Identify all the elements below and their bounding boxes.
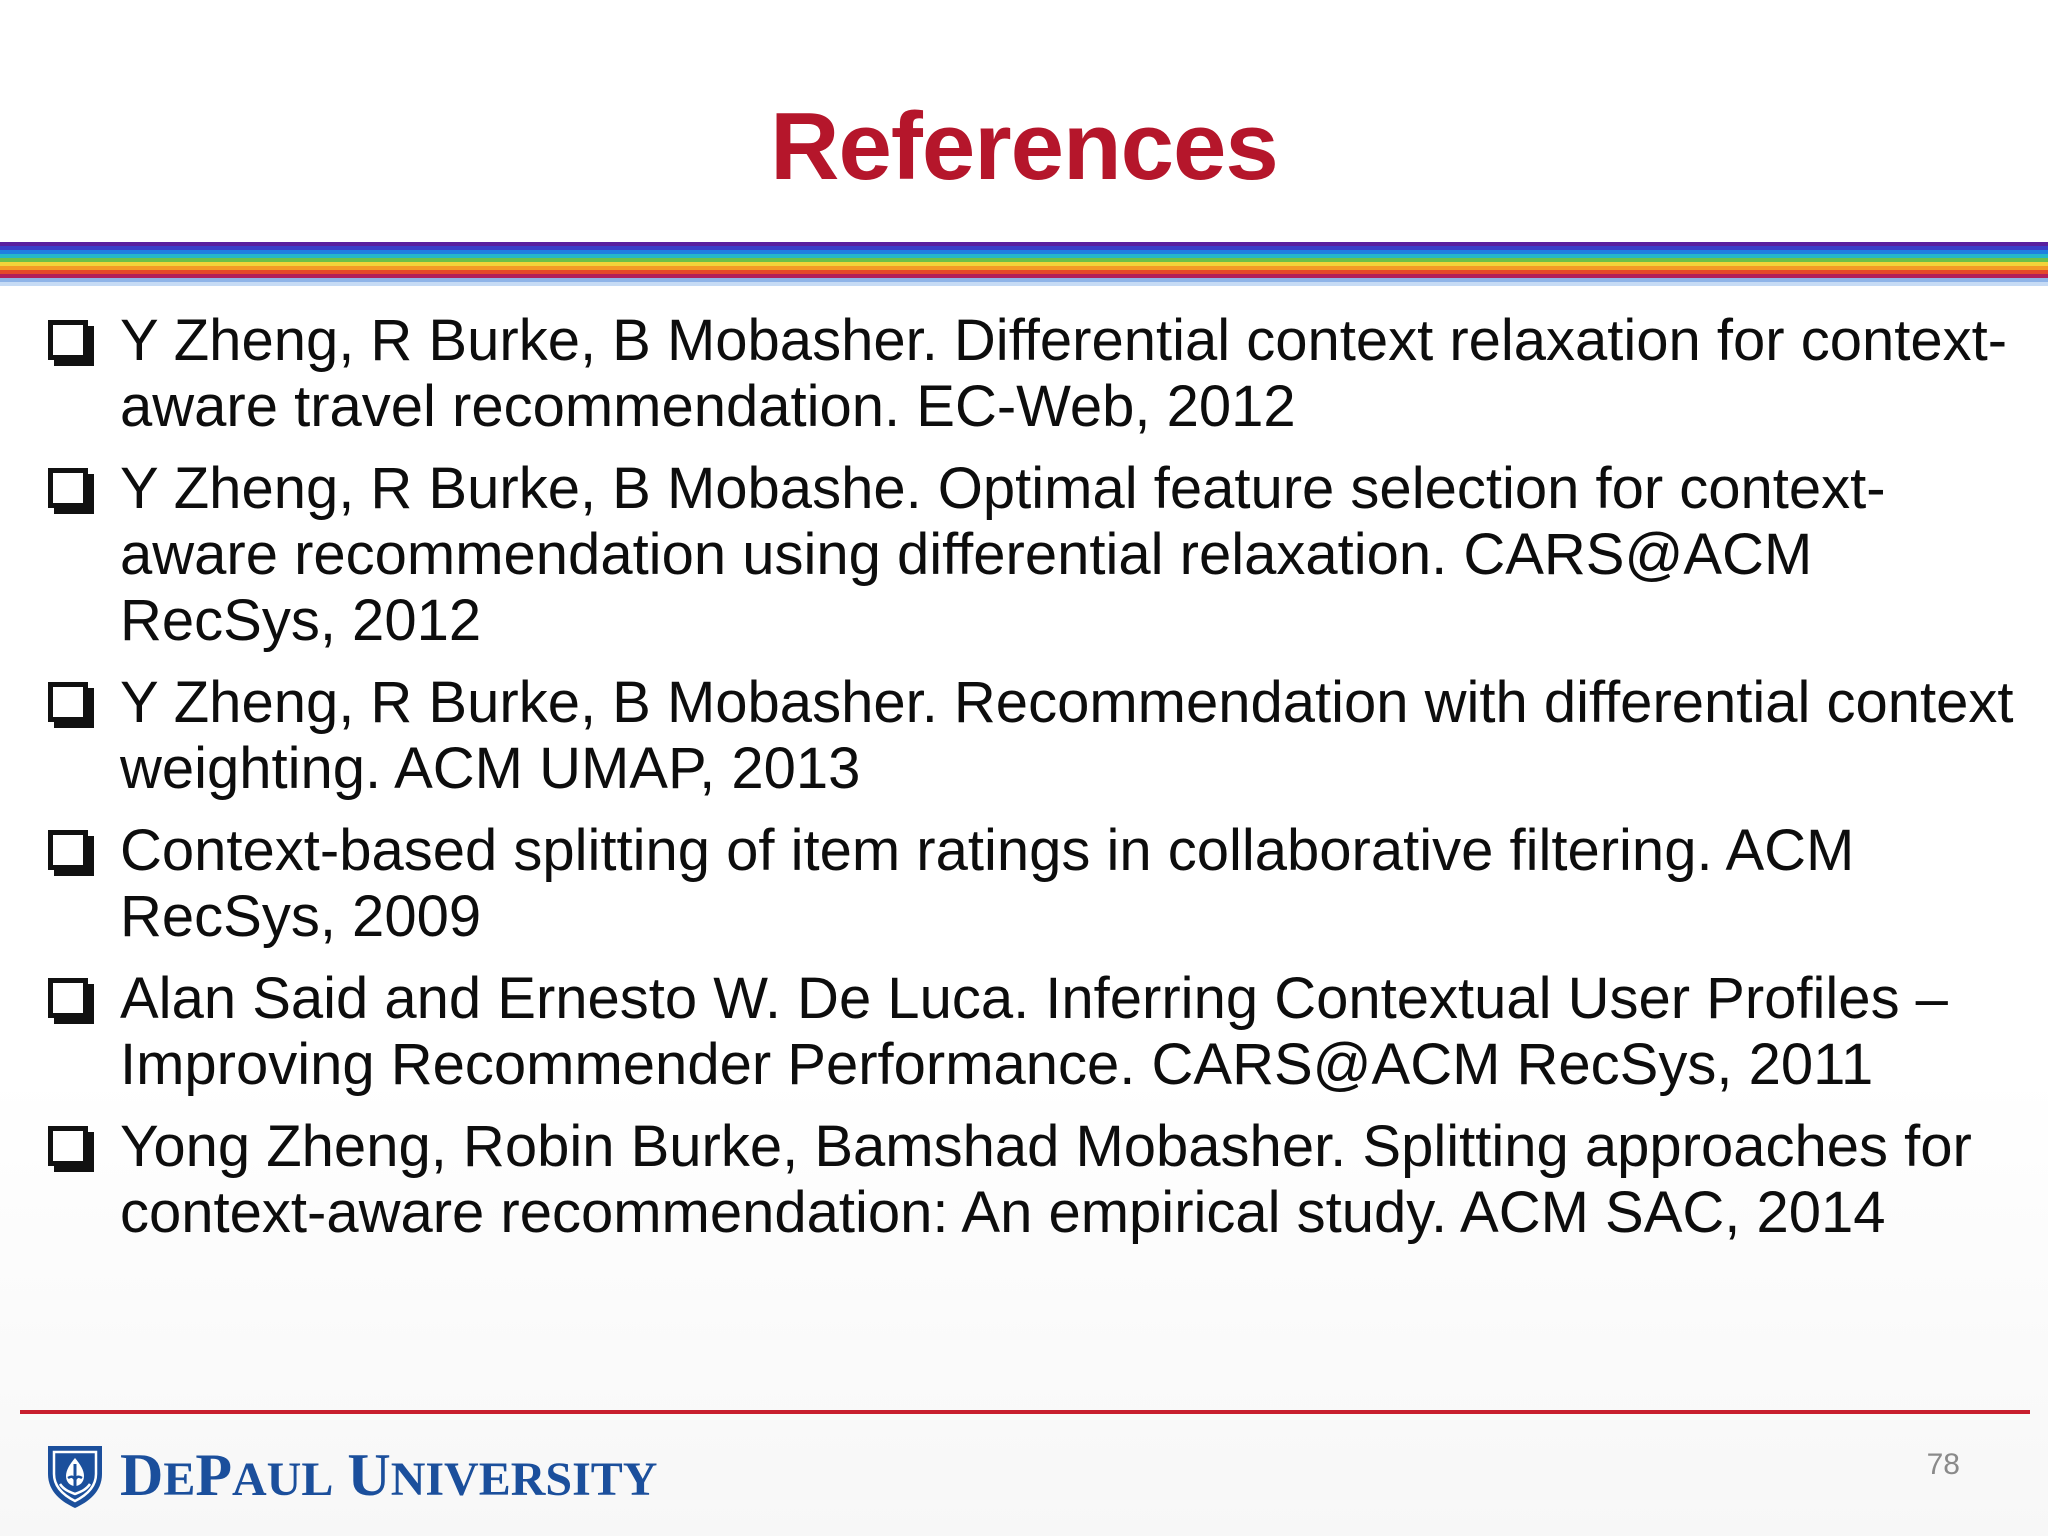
reference-text: Y Zheng, R Burke, B Mobasher. Differential context relaxation for context-aware travel recommendation. EC-Web, 2012 (120, 308, 2008, 439)
page-number: 78 (1926, 1448, 1960, 1481)
logo-wordmark: D E P AUL U NIVERSITY (120, 1441, 658, 1508)
reference-item (42, 966, 2032, 1098)
checkbox-bullet-icon (48, 830, 88, 870)
reference-item (42, 456, 2032, 654)
reference-item (42, 1114, 2032, 1246)
rainbow-stripe (0, 282, 2048, 286)
rainbow-divider (0, 242, 2048, 288)
checkbox-bullet-icon (48, 682, 88, 722)
checkbox-bullet-icon (48, 978, 88, 1018)
reference-text: Yong Zheng, Robin Burke, Bamshad Mobasher. Splitting approaches for context-aware recommendation: An empirical study. ACM SAC, 2014 (120, 1114, 1972, 1245)
reference-text: Y Zheng, R Burke, B Mobasher. Recommendation with differential context weighting. ACM UMAP, 2013 (120, 670, 2014, 801)
shield-icon (44, 1440, 106, 1510)
depaul-university-logo (44, 1440, 657, 1510)
footer-divider (20, 1410, 2030, 1414)
checkbox-bullet-icon (48, 468, 88, 508)
reference-text: Alan Said and Ernesto W. De Luca. Inferring Contextual User Profiles – Improving Recommender Performance. CARS@ACM RecSys, 2011 (120, 966, 1948, 1097)
checkbox-bullet-icon (48, 1126, 88, 1166)
reference-item (42, 670, 2032, 802)
reference-text: Y Zheng, R Burke, B Mobashe. Optimal feature selection for context-aware recommendation using differential relaxation. CARS@ACM RecSys, 2012 (120, 456, 1886, 653)
reference-item (42, 308, 2032, 440)
reference-item (42, 818, 2032, 950)
references-list (42, 308, 2032, 1262)
slide-title: References (770, 93, 1278, 200)
reference-text: Context-based splitting of item ratings in collaborative filtering. ACM RecSys, 2009 (120, 818, 1855, 949)
checkbox-bullet-icon (48, 320, 88, 360)
